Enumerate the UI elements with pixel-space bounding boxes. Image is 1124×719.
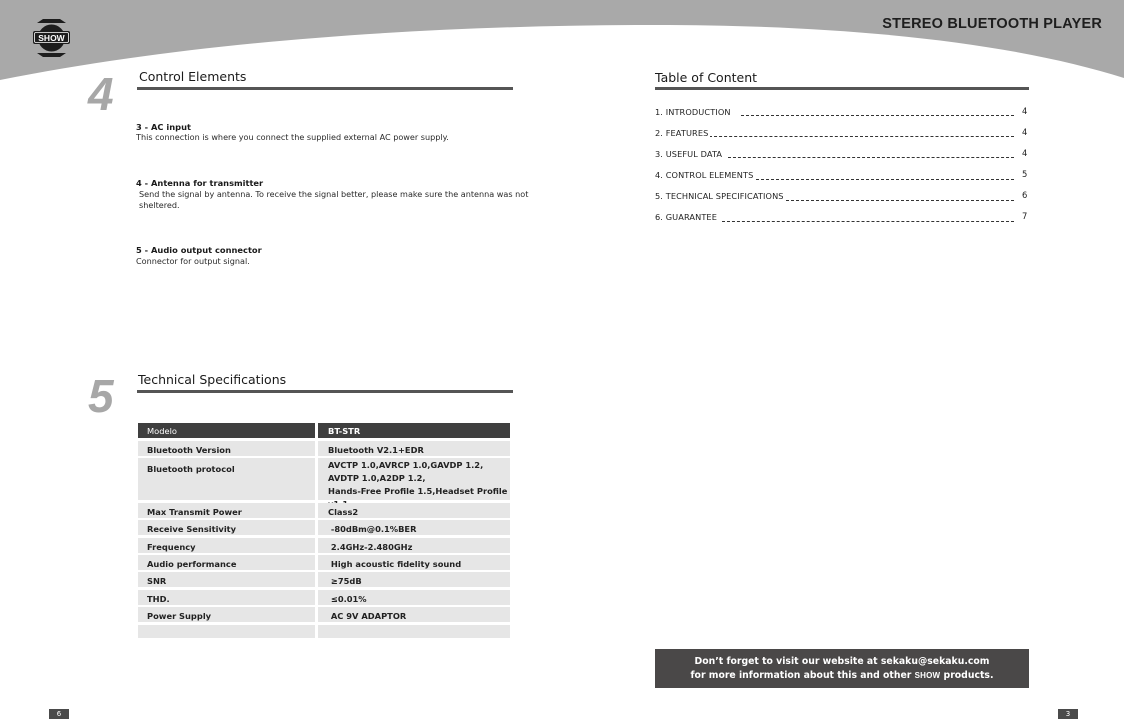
website-banner-text: for more information about this and other — [690, 669, 915, 681]
section-rule — [137, 390, 513, 393]
toc-entry-label[interactable]: 6. GUARANTEE — [655, 212, 717, 222]
page-number-left: 6 — [49, 709, 69, 719]
control-item-body: Send the signal by antenna. To receive the signal better, please make sure the antenna was not — [139, 189, 529, 199]
spec-value-line: Hands-Free Profile 1.5,Headset Profile — [328, 486, 508, 496]
toc-entry-label[interactable]: 3. USEFUL DATA — [655, 149, 723, 159]
toc-entry-page: 6 — [1022, 190, 1028, 200]
website-banner-brand: SHOW — [914, 670, 941, 680]
spec-value-line: AVCTP 1.0,AVRCP 1.0,GAVDP 1.2, — [328, 460, 484, 470]
spec-row-label: Bluetooth Version — [138, 441, 315, 456]
toc-entry-page: 4 — [1022, 148, 1028, 158]
toc-rule — [655, 87, 1029, 90]
show-brand-logo-icon — [33, 19, 70, 57]
spec-value-line: ≥75dB — [328, 576, 362, 586]
spec-row-label: Max Transmit Power — [138, 503, 315, 518]
spec-row-value-empty — [318, 625, 510, 638]
toc-entry-label[interactable]: 1. INTRODUCTION — [655, 107, 731, 117]
control-item-body: This connection is where you connect the supplied external AC power supply. — [136, 132, 449, 142]
website-banner-line2 — [655, 669, 1029, 683]
spec-row-label: SNR — [138, 572, 315, 587]
toc-leader — [709, 136, 1014, 137]
section-number-4: 4 — [88, 68, 114, 120]
spec-value-line: Class2 — [328, 507, 359, 517]
toc-entry-label[interactable]: 5. TECHNICAL SPECIFICATIONS — [655, 191, 784, 201]
toc-entry-page: 4 — [1022, 127, 1028, 137]
toc-leader — [722, 221, 1014, 222]
control-item-heading: 3 - AC input — [136, 122, 191, 132]
brand-logo-text: SHOW — [38, 33, 65, 43]
spec-header-value: BT-STR — [318, 423, 510, 438]
spec-row-label: Receive Sensitivity — [138, 520, 315, 535]
spec-row-value — [318, 538, 510, 553]
control-item-heading: 5 - Audio output connector — [136, 245, 262, 255]
section-rule — [137, 87, 513, 90]
spec-row-label: Audio performance — [138, 555, 315, 570]
spec-row-label: Power Supply — [138, 607, 315, 622]
website-banner-text: products. — [940, 669, 994, 681]
spec-row-value — [318, 572, 510, 587]
toc-entry-page: 4 — [1022, 106, 1028, 116]
spec-value-line: Bluetooth V2.1+EDR — [328, 445, 424, 455]
header-band — [0, 0, 1124, 80]
spec-value-line: -80dBm@0.1%BER — [328, 524, 417, 534]
section-title-control-elements: Control Elements — [139, 69, 247, 84]
spec-value-line: High acoustic fidelity sound — [328, 559, 462, 569]
section-number-5: 5 — [88, 370, 114, 422]
spec-row-value — [318, 520, 510, 535]
toc-entry-label[interactable]: 2. FEATURES — [655, 128, 709, 138]
spec-row-value — [318, 458, 510, 500]
section-title-technical-specifications: Technical Specifications — [138, 372, 287, 387]
control-item-body: sheltered. — [139, 200, 180, 210]
spec-row-label: THD. — [138, 590, 315, 605]
toc-leader — [756, 179, 1014, 180]
spec-row-value — [318, 503, 510, 518]
spec-value-line: 2.4GHz-2.480GHz — [328, 542, 413, 552]
toc-entry-page: 7 — [1022, 211, 1028, 221]
spec-row-value — [318, 555, 510, 570]
spec-row-label-empty — [138, 625, 315, 638]
toc-leader — [728, 157, 1014, 158]
toc-title: Table of Content — [655, 70, 758, 85]
control-item-heading: 4 - Antenna for transmitter — [136, 178, 264, 188]
spec-value-line: AVDTP 1.0,A2DP 1.2, — [328, 473, 426, 483]
spec-value-line: ≤0.01% — [328, 594, 367, 604]
website-banner — [655, 649, 1029, 688]
control-item-body: Connector for output signal. — [136, 256, 250, 266]
toc-entry-label[interactable]: 4. CONTROL ELEMENTS — [655, 170, 754, 180]
document-header-title: STEREO BLUETOOTH PLAYER — [882, 16, 1102, 32]
spec-row-label: Bluetooth protocol — [138, 458, 315, 500]
page-number-right: 3 — [1058, 709, 1078, 719]
spec-row-value — [318, 607, 510, 622]
spec-value-line: AC 9V ADAPTOR — [328, 611, 407, 621]
toc-entry-page: 5 — [1022, 169, 1028, 179]
toc-leader — [786, 200, 1014, 201]
spec-row-label: Frequency — [138, 538, 315, 553]
website-banner-line1: Don’t forget to visit our website at sekaku@sekaku.com — [694, 656, 990, 667]
spec-row-value — [318, 441, 510, 456]
spec-header-label: Modelo — [138, 423, 315, 438]
toc-leader — [741, 115, 1014, 116]
spec-row-value — [318, 590, 510, 605]
